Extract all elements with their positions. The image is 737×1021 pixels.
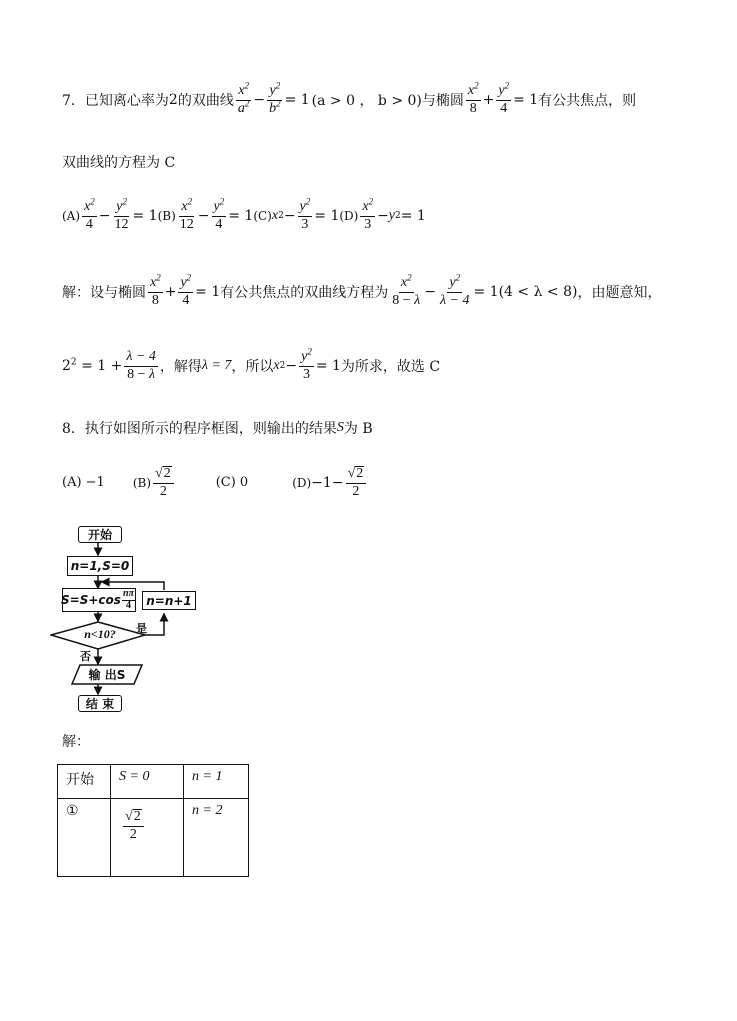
- option-c-label: (C): [253, 209, 272, 224]
- q7-prefix: 7．已知离心率为: [62, 93, 169, 110]
- option-d: $\frac{x^2}{3}$ − y 2 = 1: [362, 196, 426, 232]
- option-a: $\frac{x^2}{4}$ − $\frac{y^2}{12}$ = 1: [84, 196, 158, 232]
- q7-line2: [62, 152, 175, 172]
- flowchart-no-label: 否: [80, 650, 91, 663]
- q8-option-d: −1− √ 2 2: [311, 466, 368, 499]
- solution-table: [57, 764, 249, 877]
- sol-mid: 有公共焦点的双曲线方程为: [220, 285, 389, 302]
- option-d-label: (D): [339, 209, 359, 224]
- option-b: $\frac{x^2}{12}$ − $\frac{y^2}{4}$ = 1: [179, 196, 254, 232]
- sol-suffix: ，由题意知，: [577, 285, 662, 302]
- sol2-mid: ，解得: [159, 359, 202, 376]
- option-a-label: (A): [62, 209, 81, 224]
- q8-stem-suffix: 为 B: [343, 421, 373, 437]
- flowchart-end: 结 束: [78, 695, 122, 712]
- q8-options: [62, 466, 368, 499]
- q7-condition: (a > 0 ， b > 0): [311, 93, 422, 110]
- sol2-answer-eq: x 2 − $\frac{y^2}{3}$ = 1: [273, 346, 341, 382]
- q7-solution-line2: [62, 346, 441, 382]
- q7-line1: [62, 80, 637, 116]
- sol2-equation: $2^2 = 1$ + $\frac{\lambda - 4}{8 - \lambda}$: [62, 349, 156, 382]
- q7-mid1: 的双曲线: [177, 93, 234, 110]
- flowchart-connectors: [50, 520, 220, 720]
- sol2-lambda: λ = 7: [201, 358, 232, 374]
- flowchart-start: 开始: [78, 526, 122, 543]
- q7-options: [62, 196, 426, 232]
- q7-mid2: 与椭圆: [421, 93, 464, 110]
- table-cell: n = 2: [184, 799, 249, 877]
- table-cell: 开始: [58, 765, 111, 799]
- sol2-suffix: 为所求，故选 C: [340, 359, 441, 376]
- table-cell: ①: [58, 799, 111, 877]
- table-cell: n = 1: [184, 765, 249, 799]
- sol-condition: (4 < λ < 8): [498, 284, 578, 301]
- q8-option-a: (A) −1: [62, 475, 105, 491]
- flowchart-update-s: S=S+cos $\frac{n\pi}{4}$: [62, 588, 136, 612]
- option-b-label: (B): [157, 209, 176, 224]
- q8-option-b: √ 2 2: [151, 466, 176, 499]
- q8-stem: [62, 418, 373, 438]
- sol-prefix: 解：设与椭圆: [62, 285, 146, 302]
- sol2-so: ，所以: [231, 359, 274, 376]
- q7-suffix: 有公共焦点，则: [538, 93, 637, 110]
- q8-option-c: (C) 0: [215, 475, 249, 491]
- sol-hyperbola: $\frac{x^2}{8 - \lambda}$ − $\frac{y^2}{\lambda - 4}$ = 1: [392, 272, 499, 308]
- eccentricity-value: 2: [168, 92, 178, 109]
- table-row: [58, 765, 249, 799]
- flowchart-output: 输 出S: [88, 668, 126, 682]
- table-cell: S = 0: [111, 765, 184, 799]
- flowchart-yes-label: 是: [136, 622, 147, 635]
- q8-solution-label: 解：: [62, 734, 90, 750]
- flowchart-condition: n<10?: [84, 627, 116, 641]
- q8-stem-text: 8．执行如图所示的程序框图，则输出的结果: [62, 421, 337, 437]
- q8-option-b-label: (B): [132, 475, 152, 490]
- sol-ellipse: $\frac{x^2}{8}$ + $\frac{y^2}{4}$ = 1: [150, 272, 221, 308]
- flowchart-update-n: n=n+1: [142, 591, 196, 610]
- option-c: x 2 − $\frac{y^2}{3}$ = 1: [271, 196, 340, 232]
- ellipse-equation: $\frac{x^2}{8}$ + $\frac{y^2}{4}$ = 1: [467, 80, 539, 116]
- q8-option-d-label: (D): [292, 475, 312, 490]
- q7-solution-line1: [62, 272, 662, 308]
- table-row: [58, 799, 249, 877]
- table-cell-sqrt: √ 2 2: [111, 799, 184, 877]
- hyperbola-equation: $\frac{x^2}{a^2}$ − $\frac{y^2}{b^2}$ = 1: [237, 80, 310, 116]
- q8-stem-var: S: [336, 420, 344, 435]
- q7-line2-text: 双曲线的方程为 C: [62, 155, 176, 171]
- flowchart-init: n=1,S=0: [67, 556, 133, 576]
